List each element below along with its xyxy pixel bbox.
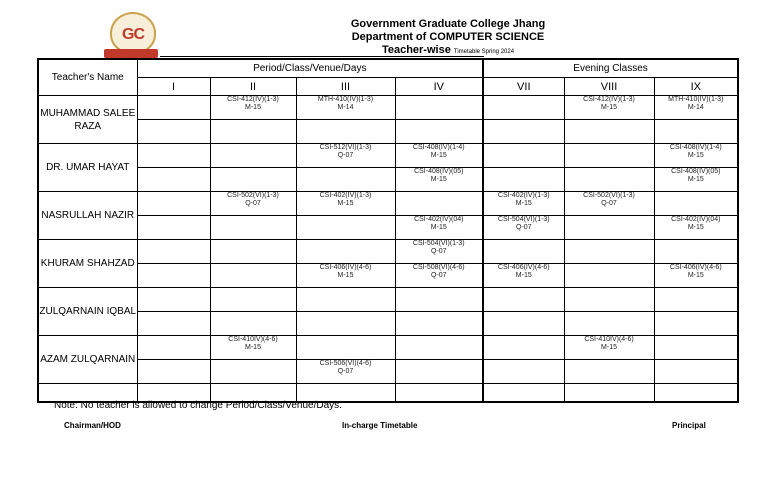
schedule-cell (564, 144, 654, 168)
course-code: CSI-406(IV)(4-6) (669, 264, 722, 271)
empty-cell (137, 384, 210, 402)
timetable-note: Note: No teacher is allowed to change Period/Class/Venue/Days. (54, 400, 342, 411)
schedule-cell (137, 96, 210, 120)
teacher-name: NASRULLAH NAZIR (38, 192, 137, 240)
venue-code: M-15 (337, 200, 354, 207)
teacher-name: ZULQARNAIN IQBAL (38, 288, 137, 336)
schedule-cell (483, 168, 564, 192)
schedule-cell (210, 288, 296, 312)
schedule-cell (654, 288, 738, 312)
course-code: CSI-506(VI)(4-6) (319, 360, 372, 367)
course-code: MTH-410(IV)(1-3) (668, 96, 724, 103)
venue-code: Q-07 (337, 152, 354, 159)
schedule-cell (296, 120, 395, 144)
schedule-cell (210, 168, 296, 192)
venue-code: M-15 (245, 104, 261, 111)
schedule-cell (564, 120, 654, 144)
schedule-cell (483, 144, 564, 168)
schedule-cell (210, 120, 296, 144)
schedule-cell (654, 120, 738, 144)
schedule-cell (395, 264, 483, 288)
venue-code: Q-07 (601, 200, 617, 207)
schedule-cell (654, 264, 738, 288)
schedule-cell (395, 144, 483, 168)
period-header: VIII (564, 78, 654, 96)
period-header: IV (395, 78, 483, 96)
schedule-cell (137, 168, 210, 192)
course-code: CSI-504(VI)(1-3) (497, 216, 550, 223)
venue-code: Q-07 (430, 272, 447, 279)
table-row (38, 240, 738, 264)
crest-icon (110, 12, 156, 54)
empty-cell (296, 384, 395, 402)
table-row (38, 96, 738, 120)
venue-code: M-15 (515, 200, 532, 207)
schedule-cell (564, 96, 654, 120)
schedule-cell (564, 312, 654, 336)
course-code: CSI-408(IV)(1-4) (669, 144, 722, 151)
teacher-name: DR. UMAR HAYAT (38, 144, 137, 192)
course-code: CSI-408(IV)(1-4) (412, 144, 465, 151)
signature-principal: Principal (672, 421, 706, 430)
course-code: CSI-412(IV)(1-3) (583, 96, 635, 103)
venue-code: M-14 (687, 104, 704, 111)
course-code: CSI-504(VI)(1-3) (412, 240, 465, 247)
course-code: CSI-512(VI)(1-3) (319, 144, 372, 151)
logo-ribbon (104, 49, 158, 58)
venue-code: M-14 (337, 104, 354, 111)
period-header: IX (654, 78, 738, 96)
schedule-cell (137, 336, 210, 360)
schedule-cell (210, 360, 296, 384)
course-code: CSI-402(IV)(1-3) (497, 192, 550, 199)
schedule-cell (654, 216, 738, 240)
table-row (38, 144, 738, 168)
schedule-cell (564, 240, 654, 264)
schedule-cell (296, 360, 395, 384)
signature-incharge: In-charge Timetable (342, 421, 418, 430)
venue-code: M-15 (601, 344, 617, 351)
schedule-cell (395, 240, 483, 264)
schedule-cell (296, 144, 395, 168)
course-code: CSI-410IV)(4-6) (228, 336, 278, 343)
course-code: CSI-406(IV)(4-6) (497, 264, 550, 271)
period-header: VII (483, 78, 564, 96)
schedule-cell (137, 312, 210, 336)
empty-cell (654, 384, 738, 402)
venue-code: Q-07 (430, 248, 447, 255)
schedule-cell (210, 264, 296, 288)
venue-code: M-15 (687, 176, 704, 183)
schedule-cell (483, 216, 564, 240)
schedule-cell (395, 336, 483, 360)
course-code: CSI-402(IV)(1-3) (319, 192, 372, 199)
schedule-cell (564, 336, 654, 360)
schedule-cell (137, 144, 210, 168)
venue-code: M-15 (687, 152, 704, 159)
schedule-cell (483, 312, 564, 336)
schedule-cell (483, 264, 564, 288)
schedule-cell (654, 360, 738, 384)
schedule-cell (654, 168, 738, 192)
course-code: CSI-408(IV)(05) (414, 168, 464, 175)
schedule-cell (654, 336, 738, 360)
venue-code: M-15 (337, 272, 354, 279)
venue-code: Q-07 (245, 200, 261, 207)
schedule-cell (296, 312, 395, 336)
period-header: III (296, 78, 395, 96)
course-code: CSI-502(VI)(1-3) (227, 192, 279, 199)
venue-code: M-15 (515, 272, 532, 279)
schedule-cell (483, 288, 564, 312)
table-row (38, 216, 738, 240)
schedule-cell (296, 96, 395, 120)
schedule-cell (395, 168, 483, 192)
course-code: CSI-402(IV)(04) (671, 216, 721, 223)
schedule-cell (564, 360, 654, 384)
course-code: CSI-412(IV)(1-3) (227, 96, 279, 103)
period-header: II (210, 78, 296, 96)
venue-code: M-15 (430, 224, 447, 231)
schedule-cell (296, 288, 395, 312)
schedule-cell (654, 96, 738, 120)
schedule-cell (483, 192, 564, 216)
subtitle-small: Timetable Spring 2024 (453, 49, 515, 55)
schedule-cell (137, 120, 210, 144)
schedule-cell (654, 144, 738, 168)
schedule-cell (137, 288, 210, 312)
college-name: Government Graduate College Jhang (350, 18, 546, 30)
table-row (38, 264, 738, 288)
schedule-cell (483, 360, 564, 384)
schedule-cell (483, 96, 564, 120)
empty-cell (395, 384, 483, 402)
schedule-cell (564, 192, 654, 216)
schedule-cell (137, 264, 210, 288)
subtitle-main: Teacher-wise (381, 44, 451, 56)
schedule-cell (395, 96, 483, 120)
course-code: CSI-408(IV)(05) (671, 168, 721, 175)
schedule-cell (395, 288, 483, 312)
schedule-cell (395, 360, 483, 384)
header-rule (160, 56, 484, 57)
schedule-cell (137, 360, 210, 384)
teacher-name-header: Teacher's Name (38, 59, 137, 96)
schedule-cell (483, 240, 564, 264)
schedule-cell (137, 240, 210, 264)
venue-code: M-15 (687, 272, 704, 279)
venue-code: M-15 (430, 152, 447, 159)
table-row (38, 120, 738, 144)
teacher-name: MUHAMMAD SALEE RAZA (38, 96, 137, 144)
schedule-cell (395, 192, 483, 216)
schedule-cell (564, 288, 654, 312)
table-row (38, 336, 738, 360)
schedule-cell (210, 96, 296, 120)
schedule-cell (210, 336, 296, 360)
course-code: CSI-410IV)(4-6) (584, 336, 634, 343)
schedule-cell (210, 192, 296, 216)
schedule-cell (395, 216, 483, 240)
day-group-header: Period/Class/Venue/Days (137, 59, 483, 78)
schedule-cell (210, 216, 296, 240)
schedule-cell (296, 168, 395, 192)
logo-initials: GC (122, 26, 144, 43)
schedule-cell (137, 192, 210, 216)
course-code: CSI-508(VI)(4-6) (412, 264, 465, 271)
schedule-cell (395, 312, 483, 336)
teacher-name: AZAM ZULQARNAIN (38, 336, 137, 384)
schedule-cell (210, 240, 296, 264)
evening-group-header: Evening Classes (483, 59, 738, 78)
course-code: CSI-402(IV)(04) (414, 216, 464, 223)
schedule-cell (296, 264, 395, 288)
course-code: MTH-410(IV)(1-3) (317, 96, 374, 103)
course-code: CSI-502(VI)(1-3) (583, 192, 635, 199)
empty-cell (483, 384, 564, 402)
schedule-cell (564, 264, 654, 288)
table-row (38, 312, 738, 336)
schedule-cell (654, 312, 738, 336)
schedule-cell (564, 216, 654, 240)
table-row (38, 360, 738, 384)
venue-code: M-15 (601, 104, 617, 111)
venue-code: M-15 (245, 344, 261, 351)
schedule-cell (296, 192, 395, 216)
schedule-cell (137, 216, 210, 240)
course-code: CSI-406(IV)(4-6) (319, 264, 372, 271)
empty-cell (564, 384, 654, 402)
signature-chairman: Chairman/HOD (64, 421, 121, 430)
venue-code: M-15 (687, 224, 704, 231)
schedule-cell (483, 336, 564, 360)
schedule-cell (564, 168, 654, 192)
empty-cell (210, 384, 296, 402)
empty-cell (38, 384, 137, 402)
table-row (38, 384, 738, 402)
schedule-cell (296, 240, 395, 264)
venue-code: Q-07 (337, 368, 354, 375)
schedule-cell (654, 240, 738, 264)
document-header (160, 18, 736, 58)
schedule-cell (210, 144, 296, 168)
period-header: I (137, 78, 210, 96)
timetable (37, 58, 739, 403)
department-name: Department of COMPUTER SCIENCE (351, 31, 545, 43)
table-row (38, 192, 738, 216)
venue-code: M-15 (430, 176, 447, 183)
schedule-cell (210, 312, 296, 336)
schedule-cell (296, 336, 395, 360)
schedule-cell (296, 216, 395, 240)
schedule-cell (395, 120, 483, 144)
teacher-name: KHURAM SHAHZAD (38, 240, 137, 288)
college-logo (104, 6, 158, 58)
table-row (38, 288, 738, 312)
schedule-cell (654, 192, 738, 216)
schedule-cell (483, 120, 564, 144)
table-row (38, 168, 738, 192)
venue-code: Q-07 (516, 224, 532, 231)
